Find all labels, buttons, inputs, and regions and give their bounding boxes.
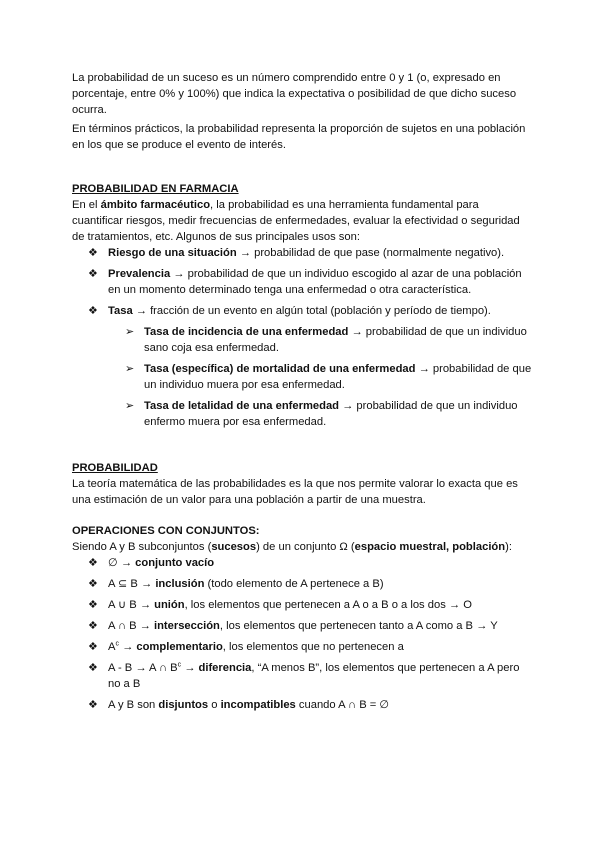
- section-farmacia: [72, 181, 532, 430]
- list-item: ❖ A y B son disjuntos o incompatibles cuando A ∩ B = ∅: [88, 699, 390, 711]
- sub-list-item: ➢ Tasa (específica) de mortalidad de una enfermedad → probabilidad de que un individuo muera por esa enfermedad.: [125, 363, 532, 391]
- list-item: ❖ ∅ → conjunto vacío: [88, 557, 215, 569]
- list-item: ❖ A ∩ B → intersección, los elementos que pertenecen tanto a A como a B → Y: [88, 620, 498, 632]
- arrow-bullet-icon: ➢: [125, 400, 135, 412]
- diamond-bullet-icon: ❖: [88, 599, 98, 611]
- intro-paragraph-1: La probabilidad de un suceso es un número comprendido entre 0 y 1 (o, expresado en porcentaje, entre 0% y 100%) que indica la expectativa o posibilidad de que dicho suceso ocurra.: [72, 72, 517, 116]
- list-item: ❖ Prevalencia → probabilidad de que un individuo escogido al azar de una población en un momento determinado tenga una enfermedad o otra característica.: [88, 268, 522, 296]
- farmacia-intro: En el ámbito farmacéutico, la probabilidad es una herramienta fundamental para cuantificar riesgos, medir frecuencias de enfermedades, evaluar la efectividad o seguridad de tratamientos, etc. Algunos de sus principales usos son:: [72, 199, 520, 243]
- diamond-bullet-icon: ❖: [88, 641, 98, 653]
- diamond-bullet-icon: ❖: [88, 268, 98, 280]
- intro-paragraph-2: En términos prácticos, la probabilidad representa la proporción de sujetos en una población en los que se produce el evento de interés.: [72, 123, 526, 151]
- list-item: ❖ Tasa → fracción de un evento en algún total (población y período de tiempo).: [88, 305, 491, 317]
- diamond-bullet-icon: ❖: [88, 578, 98, 590]
- sub-list-item: ➢ Tasa de letalidad de una enfermedad → probabilidad de que un individuo enfermo muera por esa enfermedad.: [125, 400, 518, 428]
- diamond-bullet-icon: ❖: [88, 699, 98, 711]
- list-item: ❖ A - B → A ∩ $B^c$ → diferencia, “A menos B”, los elementos que pertenecen a A pero no a B: [88, 661, 520, 690]
- diamond-bullet-icon: ❖: [88, 620, 98, 632]
- operaciones-intro: Siendo A y B subconjuntos (sucesos) de un conjunto Ω (espacio muestral, población):: [72, 541, 512, 553]
- section-heading-operaciones: OPERACIONES CON CONJUNTOS:: [72, 525, 260, 537]
- document-page: [72, 70, 532, 718]
- section-heading-farmacia: PROBABILIDAD EN FARMACIA: [72, 183, 239, 195]
- arrow-bullet-icon: ➢: [125, 363, 135, 375]
- list-item: ❖ $A^c$ → complementario, los elementos que no pertenecen a: [88, 640, 404, 653]
- section-operaciones: [72, 523, 532, 713]
- diamond-bullet-icon: ❖: [88, 305, 98, 317]
- operaciones-list: [72, 555, 532, 713]
- probabilidad-text: La teoría matemática de las probabilidades es la que nos permite valorar lo exacta que es una estimación de un valor para una población a partir de una muestra.: [72, 478, 518, 506]
- section-heading-probabilidad: PROBABILIDAD: [72, 462, 158, 474]
- list-item: ❖ A ⊆ B → inclusión (todo elemento de A pertenece a B): [88, 578, 384, 590]
- sub-list-item: ➢ Tasa de incidencia de una enfermedad → probabilidad de que un individuo sano coja esa enfermedad.: [125, 326, 527, 354]
- list-item: ❖ Riesgo de una situación → probabilidad de que pase (normalmente negativo).: [88, 247, 505, 259]
- list-item: ❖ A ∪ B → unión, los elementos que pertenecen a A o a B o a los dos → O: [88, 599, 472, 611]
- diamond-bullet-icon: ❖: [88, 247, 98, 259]
- diamond-bullet-icon: ❖: [88, 662, 98, 674]
- section-probabilidad: [72, 460, 532, 508]
- diamond-bullet-icon: ❖: [88, 557, 98, 569]
- arrow-bullet-icon: ➢: [125, 326, 135, 338]
- farmacia-list: [72, 245, 532, 430]
